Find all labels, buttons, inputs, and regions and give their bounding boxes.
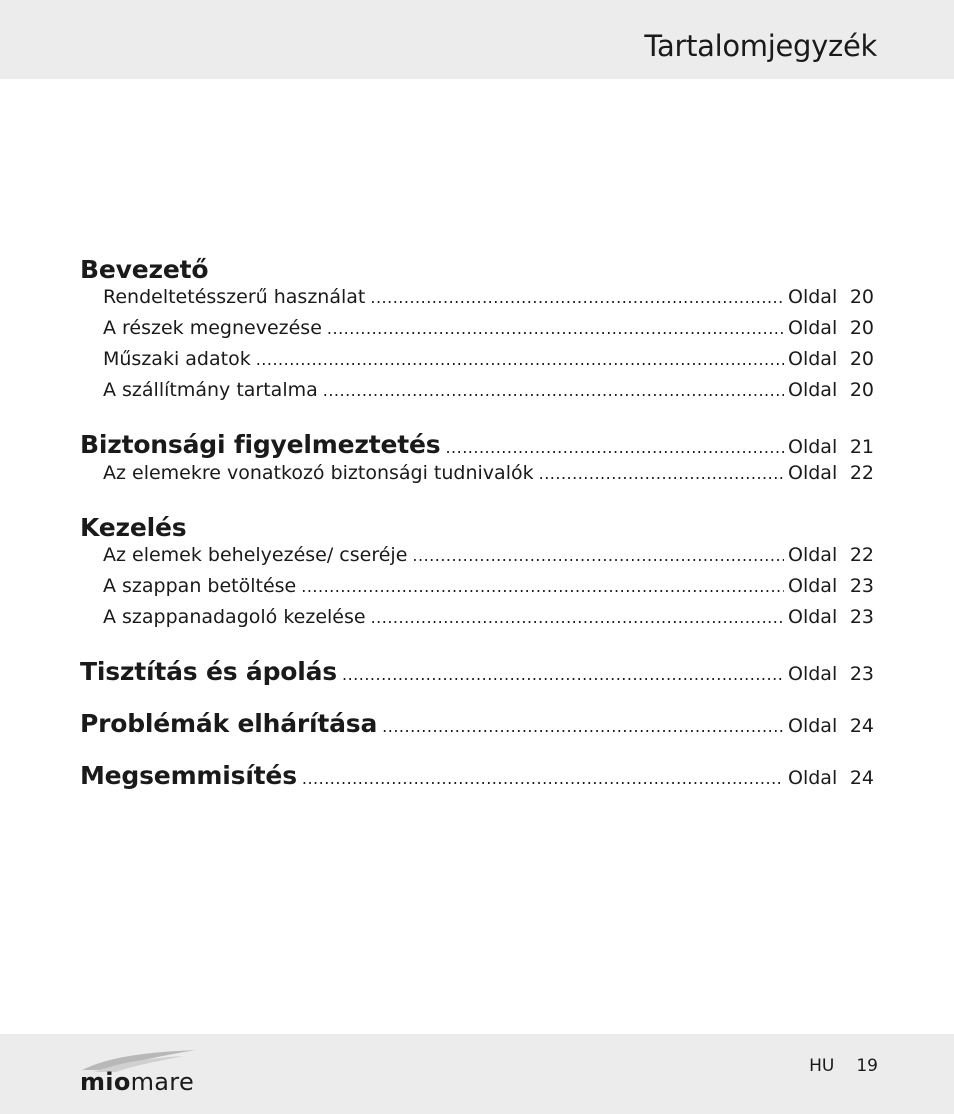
- miomare-logo: [80, 1048, 210, 1100]
- dot-leader: [371, 608, 784, 627]
- page-word: Oldal: [788, 348, 838, 370]
- toc-heading-row: [80, 255, 874, 286]
- page-number: 20: [849, 348, 874, 370]
- page-number: 21: [849, 436, 874, 458]
- toc-heading-row: [80, 657, 874, 689]
- toc-entry: [80, 544, 874, 575]
- dot-leader: [539, 464, 784, 483]
- toc-section-bevezeto: [80, 255, 874, 410]
- toc-entry: [80, 317, 874, 348]
- toc-entry-label: Műszaki adatok: [103, 348, 251, 370]
- toc-heading: Biztonsági figyelmeztetés: [80, 430, 441, 459]
- page-word: Oldal: [788, 606, 838, 628]
- dot-leader: [327, 319, 784, 338]
- toc-entry: [80, 462, 874, 493]
- page-info: [809, 1056, 878, 1076]
- toc-entry-label: A szappan betöltése: [103, 575, 297, 597]
- toc-heading-row: [80, 709, 874, 741]
- toc-entry-label: Az elemekre vonatkozó biztonsági tudnivalók: [103, 462, 534, 484]
- toc-entry: [80, 348, 874, 379]
- table-of-contents: [80, 255, 874, 813]
- page-number: 20: [849, 379, 874, 401]
- toc-heading-row: [80, 513, 874, 544]
- page-number: 23: [849, 663, 874, 685]
- toc-section-kezeles: [80, 513, 874, 637]
- toc-heading-row: [80, 430, 874, 462]
- page-number: 20: [849, 317, 874, 339]
- page-number-footer: 19: [856, 1056, 878, 1076]
- page-word: Oldal: [788, 462, 838, 484]
- dot-leader: [445, 438, 784, 457]
- page-word: Oldal: [788, 544, 838, 566]
- page-number: 23: [849, 575, 874, 597]
- page-word: Oldal: [788, 317, 838, 339]
- toc-section-problemak: [80, 709, 874, 741]
- page-word: Oldal: [788, 379, 838, 401]
- toc-entry: [80, 286, 874, 317]
- dot-leader: [382, 717, 784, 736]
- toc-entry-label: A részek megnevezése: [103, 317, 322, 339]
- toc-heading: Bevezető: [80, 255, 209, 284]
- toc-entry-label: A szállítmány tartalma: [103, 379, 318, 401]
- dot-leader: [412, 546, 784, 565]
- dot-leader: [256, 350, 784, 369]
- dot-leader: [370, 288, 784, 307]
- page-word: Oldal: [788, 715, 838, 737]
- page-number: 24: [849, 715, 874, 737]
- toc-section-biztonsagi: [80, 430, 874, 493]
- toc-entry: [80, 575, 874, 606]
- toc-entry: [80, 606, 874, 637]
- toc-heading: Tisztítás és ápolás: [80, 657, 337, 686]
- toc-entry-label: Rendeltetésszerű használat: [103, 286, 366, 308]
- toc-heading: Problémák elhárítása: [80, 709, 378, 738]
- dot-leader: [323, 381, 784, 400]
- toc-entry: [80, 379, 874, 410]
- logo-text-regular: mare: [130, 1068, 195, 1096]
- toc-entry-label: Az elemek behelyezése/ cseréje: [103, 544, 408, 566]
- page-word: Oldal: [788, 436, 838, 458]
- logo-wordmark: [80, 1070, 194, 1094]
- page-word: Oldal: [788, 286, 838, 308]
- dot-leader: [302, 769, 784, 788]
- toc-heading-row: [80, 761, 874, 793]
- logo-text-bold: mio: [80, 1068, 131, 1096]
- dot-leader: [301, 577, 784, 596]
- toc-entry-label: A szappanadagoló kezelése: [103, 606, 366, 628]
- page-title: Tartalomjegyzék: [644, 29, 877, 63]
- page-number: 23: [849, 606, 874, 628]
- page-word: Oldal: [788, 575, 838, 597]
- page-number: 20: [849, 286, 874, 308]
- page-number: 22: [849, 544, 874, 566]
- page-number: 22: [849, 462, 874, 484]
- language-code: HU: [809, 1056, 835, 1076]
- page-word: Oldal: [788, 663, 838, 685]
- toc-section-tisztitas: [80, 657, 874, 689]
- dot-leader: [342, 665, 784, 684]
- toc-section-megsemmisites: [80, 761, 874, 793]
- toc-heading: Kezelés: [80, 513, 187, 542]
- page-word: Oldal: [788, 767, 838, 789]
- toc-heading: Megsemmisítés: [80, 761, 297, 790]
- page-number: 24: [849, 767, 874, 789]
